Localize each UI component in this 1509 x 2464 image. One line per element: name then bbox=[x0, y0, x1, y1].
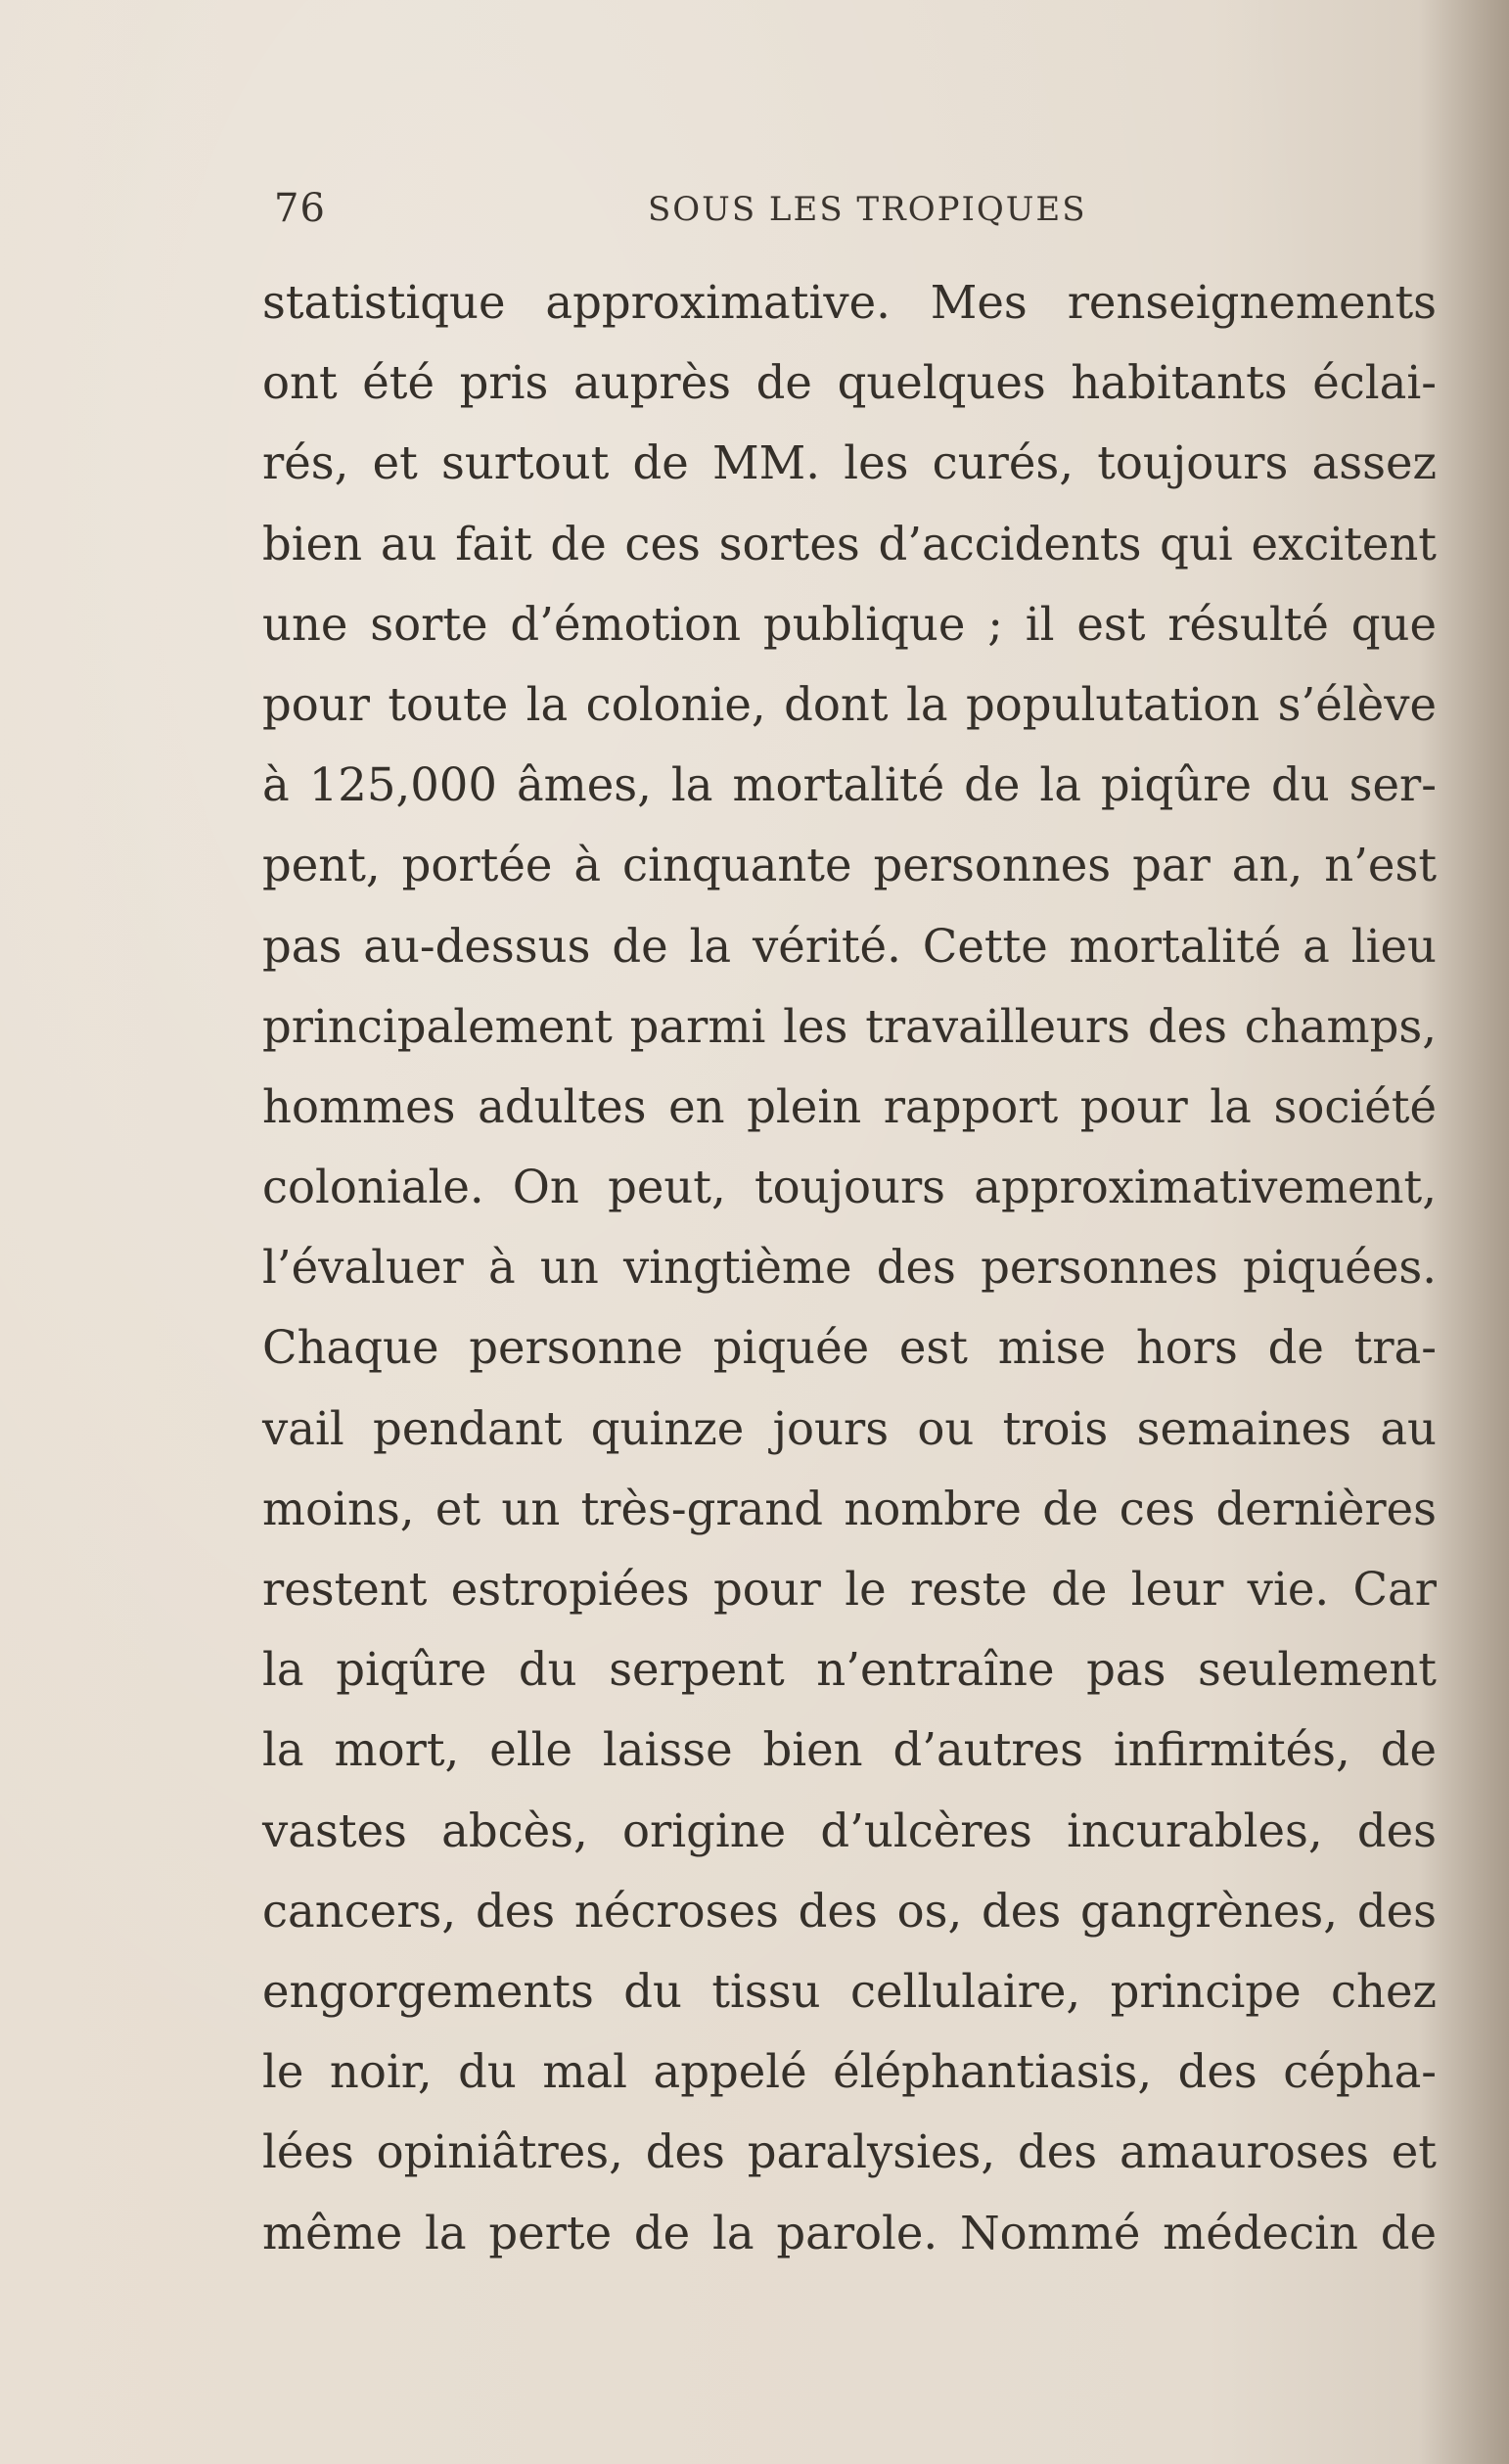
text-line: à 125,000 âmes, la mortalité de la piqûre du ser- bbox=[262, 758, 1437, 812]
text-line: Chaque personne piquée est mise hors de tra- bbox=[262, 1321, 1437, 1375]
text-line: une sorte d’émotion publique ; il est résulté que bbox=[262, 597, 1437, 651]
text-line: cancers, des nécroses des os, des gangrènes, des bbox=[262, 1884, 1437, 1938]
text-line: statistique approximative. Mes renseignements bbox=[262, 276, 1437, 329]
page-number: 76 bbox=[274, 186, 326, 231]
text-line: lées opiniâtres, des paralysies, des amauroses et bbox=[262, 2125, 1437, 2179]
text-line: la mort, elle laisse bien d’autres infirmités, de bbox=[262, 1723, 1437, 1777]
text-line: hommes adultes en plein rapport pour la société bbox=[262, 1079, 1437, 1133]
text-line: vail pendant quinze jours ou trois semaines au bbox=[262, 1401, 1437, 1455]
text-line: le noir, du mal appelé éléphantiasis, des cépha- bbox=[262, 2045, 1437, 2099]
text-line: rés, et surtout de MM. les curés, toujours assez bbox=[262, 436, 1437, 490]
text-line: ont été pris auprès de quelques habitants éclai- bbox=[262, 356, 1437, 410]
text-line: pour toute la colonie, dont la populutation s’élève bbox=[262, 677, 1437, 731]
text-line: bien au fait de ces sortes d’accidents qui excitent bbox=[262, 517, 1437, 570]
text-line: coloniale. On peut, toujours approximativement, bbox=[262, 1161, 1437, 1214]
page-header bbox=[264, 186, 1439, 245]
text-line: restent estropiées pour le reste de leur vie. Car bbox=[262, 1563, 1437, 1616]
body-text bbox=[262, 262, 1437, 2273]
text-line: pent, portée à cinquante personnes par an, n’est bbox=[262, 839, 1437, 892]
text-line: la piqûre du serpent n’entraîne pas seulement bbox=[262, 1643, 1437, 1697]
running-title: SOUS LES TROPIQUES bbox=[648, 190, 1087, 229]
text-line: même la perte de la parole. Nommé médecin de bbox=[262, 2206, 1437, 2259]
text-line: vastes abcès, origine d’ulcères incurables, des bbox=[262, 1803, 1437, 1857]
text-line: principalement parmi les travailleurs des champs, bbox=[262, 999, 1437, 1053]
text-line: l’évaluer à un vingtième des personnes piquées. bbox=[262, 1241, 1437, 1295]
text-line: engorgements du tissu cellulaire, principe chez bbox=[262, 1964, 1437, 2018]
text-line: pas au-dessus de la vérité. Cette mortalité a lieu bbox=[262, 919, 1437, 973]
text-line: moins, et un très-grand nombre de ces dernières bbox=[262, 1482, 1437, 1535]
